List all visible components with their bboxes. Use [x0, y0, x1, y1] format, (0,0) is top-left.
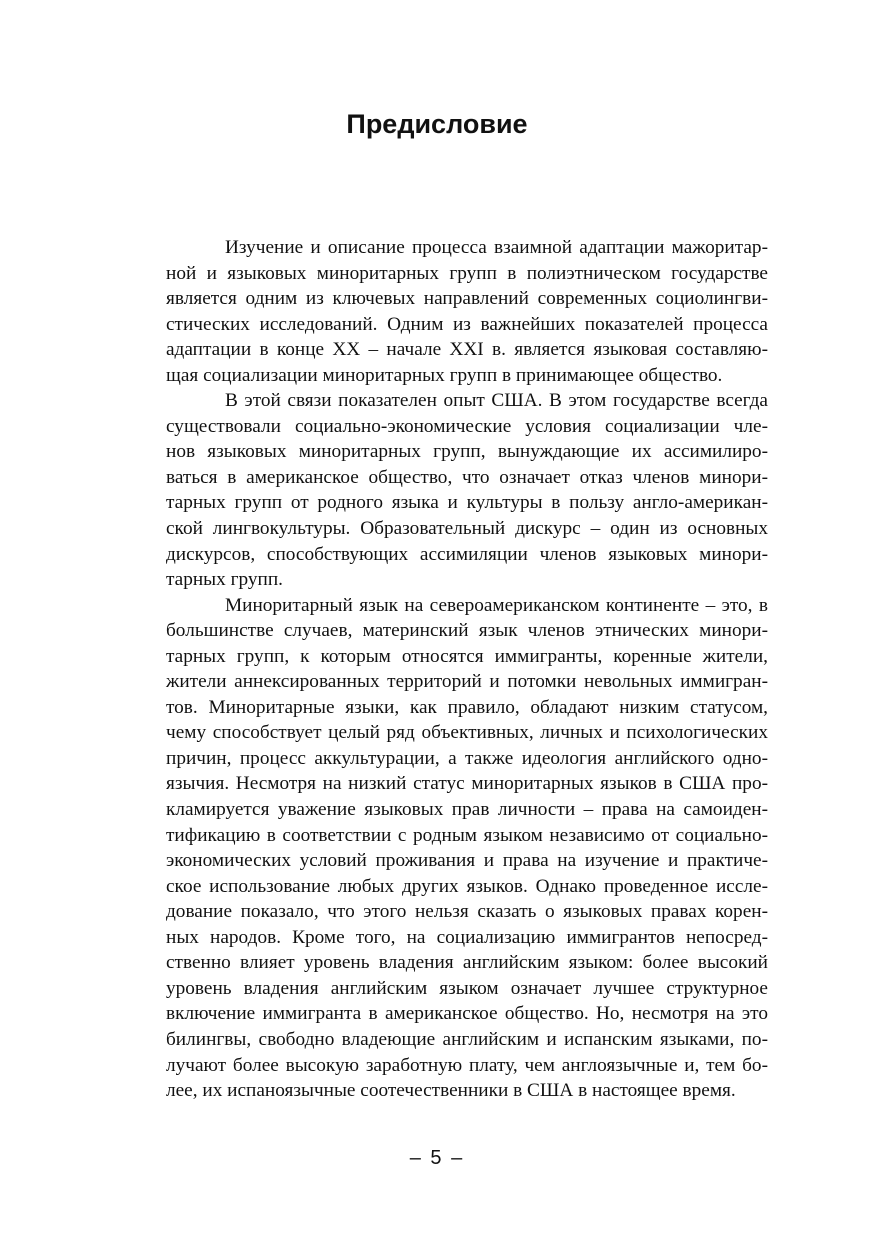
text-line: жители аннексированных территорий и потомки невольных иммигран-	[166, 671, 768, 693]
page-number: – 5 –	[409, 1147, 465, 1169]
text-line: существовали социально-экономические условия социализации чле-	[166, 415, 768, 437]
text-line: кламируется уважение языковых прав личности – права на самоиден-	[166, 799, 768, 821]
text-line: тарных групп, к которым относятся иммигранты, коренные жители,	[166, 645, 768, 667]
text-line: лучают более высокую заработную плату, чем англоязычные и, тем бо-	[166, 1054, 768, 1076]
text-line: является одним из ключевых направлений современных социолингви-	[166, 288, 768, 310]
text-line: стических исследований. Одним из важнейших показателей процесса	[166, 313, 768, 335]
text-line: дискурсов, способствующих ассимиляции членов языковых минори-	[166, 543, 768, 565]
text-line: ственно влияет уровень владения английским языком: более высокий	[166, 952, 768, 974]
text-line: экономических условий проживания и права на изучение и практиче-	[166, 850, 768, 872]
text-line: ваться в американское общество, что означает отказ членов минори-	[166, 466, 768, 488]
text-line: причин, процесс аккультурации, а также идеология английского одно-	[166, 747, 768, 769]
body-text	[107, 235, 768, 1104]
page-title: Предисловие	[346, 109, 528, 139]
text-line: Изучение и описание процесса взаимной адаптации мажоритар-	[225, 237, 768, 258]
text-line: уровень владения английским языком означает лучшее структурное	[166, 977, 768, 999]
text-line: ных народов. Кроме того, на социализацию иммигрантов непосред-	[166, 926, 768, 948]
text-line: тификацию в соответствии с родным языком независимо от социально-	[166, 824, 768, 846]
text-line: тарных групп.	[166, 569, 283, 591]
paragraph-2	[107, 388, 768, 592]
text-line: лее, их испаноязычные соотечественники в США в настоящее время.	[166, 1080, 736, 1102]
paragraph-1	[107, 235, 768, 388]
text-line: щая социализации миноритарных групп в принимающее общество.	[166, 364, 723, 386]
text-line: ской лингвокультуры. Образовательный дискурс – один из основных	[166, 518, 768, 540]
text-line: чему способствует целый ряд объективных, личных и психологических	[166, 722, 768, 744]
text-line: язычия. Несмотря на низкий статус миноритарных языков в США про-	[166, 773, 768, 795]
paragraph-3	[107, 593, 768, 1104]
text-line: В этой связи показателен опыт США. В этом государстве всегда	[225, 390, 768, 412]
text-line: дование показало, что этого нельзя сказать о языковых правах корен-	[166, 901, 768, 923]
text-line: ной и языковых миноритарных групп в полиэтническом государстве	[166, 262, 768, 284]
text-line: включение иммигранта в американское общество. Но, несмотря на это	[166, 1003, 768, 1025]
text-line: тов. Миноритарные языки, как правило, обладают низким статусом,	[166, 696, 768, 718]
text-line: Миноритарный язык на североамериканском континенте – это, в	[225, 594, 768, 616]
text-line: адаптации в конце XX – начале XXI в. является языковая составляю-	[166, 339, 768, 361]
text-line: билингвы, свободно владеющие английским и испанским языками, по-	[166, 1028, 768, 1050]
text-line: большинстве случаев, материнский язык членов этнических минори-	[166, 620, 768, 642]
text-line: тарных групп от родного языка и культуры в пользу англо-американ-	[166, 492, 768, 514]
text-line: ское использование любых других языков. Однако проведенное иссле-	[166, 875, 768, 897]
text-line: нов языковых миноритарных групп, вынуждающие их ассимилиро-	[166, 441, 768, 463]
